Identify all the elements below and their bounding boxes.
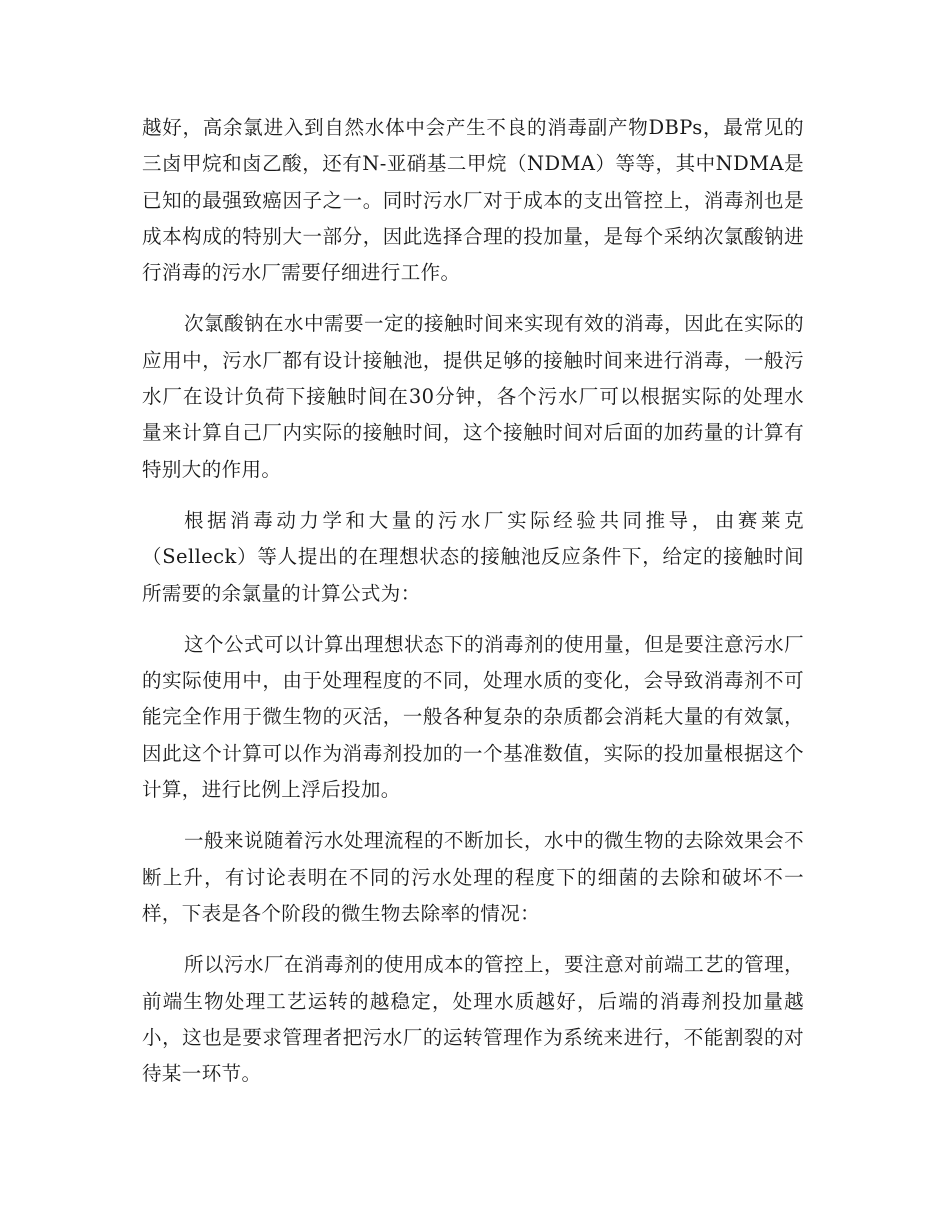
paragraph-2: 次氯酸钠在水中需要一定的接触时间来实现有效的消毒，因此在实际的应用中，污水厂都有设计接触池，提供足够的接触时间来进行消毒，一般污水厂在设计负荷下接触时间在30分钟，各个污水厂可以根据实际的处理水量来计算自己厂内实际的接触时间，这个接触时间对后面的加药量的计算有特别大的作用。 xyxy=(142,312,804,481)
paragraph-6: 所以污水厂在消毒剂的使用成本的管控上，要注意对前端工艺的管理，前端生物处理工艺运转的越稳定，处理水质越好，后端的消毒剂投加量越小，这也是要求管理者把污水厂的运转管理作为系统来进行，不能割裂的对待某一环节。 xyxy=(142,953,804,1086)
paragraph-4: 这个公式可以计算出理想状态下的消毒剂的使用量，但是要注意污水厂的实际使用中，由于处理程度的不同，处理水质的变化，会导致消毒剂不可能完全作用于微生物的灭活，一般各种复杂的杂质都会消耗大量的有效氯，因此这个计算可以作为消毒剂投加的一个基准数值，实际的投加量根据这个计算，进行比例上浮后投加。 xyxy=(142,632,804,802)
paragraph-5: 一般来说随着污水处理流程的不断加长，水中的微生物的去除效果会不断上升，有讨论表明在不同的污水处理的程度下的细菌的去除和破坏不一样，下表是各个阶段的微生物去除率的情况： xyxy=(142,829,804,925)
document-page xyxy=(142,110,804,1107)
paragraph-3: 根据消毒动力学和大量的污水厂实际经验共同推导，由赛莱克（Selleck）等人提出的在理想状态的接触池反应条件下，给定的接触时间所需要的余氯量的计算公式为： xyxy=(142,508,804,605)
paragraph-1: 越好，高余氯进入到自然水体中会产生不良的消毒副产物DBPs，最常见的三卤甲烷和卤乙酸，还有N-亚硝基二甲烷（NDMA）等等，其中NDMA是已知的最强致癌因子之一。同时污水厂对于成本的支出管控上，消毒剂也是成本构成的特别大一部分，因此选择合理的投加量，是每个采纳次氯酸钠进行消毒的污水厂需要仔细进行工作。 xyxy=(142,116,804,285)
